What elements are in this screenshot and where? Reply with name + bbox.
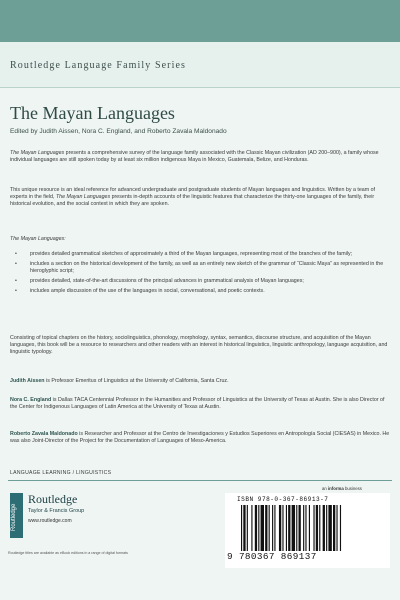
author-bio-text: is Researcher and Professor at the Centro de Investigaciones y Estudios Superiores en Antropología Social (CIESAS) in Mexico. He was also Joint-Director of the Project for the Documentation of Languages of Meso-America. <box>10 431 390 445</box>
bullet-item <box>10 261 390 275</box>
bullet-text: includes a section on the historical development of the family, as well as an entirely new sketch of the grammar of “Classic Maya” as represented in the hieroglyphic script; <box>30 261 384 275</box>
author-name: Judith Aissen <box>10 378 45 384</box>
informa-prefix: an <box>322 486 328 491</box>
ebook-note: Routledge titles are available as eBook editions in a range of digital formats <box>8 551 128 555</box>
bullet-item <box>10 288 390 295</box>
barcode-digits: 9 780367 869137 <box>227 551 317 562</box>
subject-category: LANGUAGE LEARNING / LINGUISTICS <box>10 470 112 476</box>
author-name: Nora C. England <box>10 397 52 403</box>
author-bio-text: is Dallas TACA Centennial Professor in the Humanities and Professor of Linguistics at the University of Texas at Austin. She is also Director of the Center for Indigenous Languages of Latin America at the University of Texas at Austin. <box>10 397 385 411</box>
author-bio <box>10 397 390 411</box>
consisting-paragraph: Consisting of topical chapters on the history, sociolinguistics, phonology, morphology, syntax, semantics, discourse structure, and acquisition of the Mayan languages, this book will be a resource to researchers and other readers with an interest in historical linguistics, linguistic anthropology, language acquisition, and linguistic typology. <box>10 335 388 356</box>
bullet-text: provides detailed grammatical sketches of approximately a third of the Mayan languages, representing most of the branches of the family; <box>30 251 353 257</box>
bullet-text: includes ample discussion of the use of the languages in social, conversational, and poetic contexts. <box>30 288 265 295</box>
informa-business-label <box>322 486 362 491</box>
bullet-icon: • <box>15 288 17 295</box>
logo-mark-text: Routledge <box>11 503 17 531</box>
feature-bullet-list <box>10 251 390 298</box>
features-subhead: The Mayan Languages: <box>10 236 66 242</box>
top-color-band <box>0 0 400 42</box>
resource-paragraph <box>10 187 390 208</box>
bullet-text: provides detailed, state-of-the-art discussions of the principal advances in grammatical analysis of Mayan languages; <box>30 278 304 285</box>
bullet-icon: • <box>15 261 17 268</box>
author-bio <box>10 378 390 385</box>
author-bio-text: is Professor Emeritus of Linguistics at the University of California, Santa Cruz. <box>44 378 229 384</box>
publisher-logo <box>10 492 120 542</box>
book-title: The Mayan Languages <box>10 103 175 123</box>
resource-text-before: This unique resource is an ideal reference for advanced undergraduate and postgraduate students of Mayan languages and linguistics. Written by a team of experts in the field, <box>10 187 376 201</box>
publisher-name: Routledge <box>28 492 78 506</box>
intro-paragraph <box>10 150 390 164</box>
bullet-icon: • <box>15 278 17 285</box>
intro-title-italic: The Mayan Languages <box>10 150 65 156</box>
series-title: Routledge Language Family Series <box>10 60 187 71</box>
intro-text: presents a comprehensive survey of the language family associated with the Classic Mayan civilization (AD 200–900), a family whose individual languages are still spoken today by at least six million indigenous Maya in Mexico, Guatemala, Belize, and Honduras. <box>10 150 379 164</box>
author-name: Roberto Zavala Maldonado <box>10 431 78 437</box>
publisher-url: www.routledge.com <box>28 518 72 524</box>
bullet-item <box>10 278 390 285</box>
barcode-icon <box>241 505 373 551</box>
divider-line <box>8 480 392 481</box>
bullet-item <box>10 251 390 258</box>
author-bio <box>10 431 390 445</box>
informa-suffix: business <box>343 486 362 491</box>
resource-title-italic: The Mayan Languages <box>55 194 111 201</box>
bullet-icon: • <box>15 251 17 257</box>
editors-line: Edited by Judith Aissen, Nora C. England, and Roberto Zavala Maldonado <box>10 128 227 135</box>
resource-text-after: presents in-depth accounts of the linguistic features that characterize the thirty-one languages of the family, their historical evolution, and the social context in which they are spoken. <box>10 194 375 208</box>
isbn-label: ISBN 978-0-367-86913-7 <box>237 496 329 503</box>
barcode-box <box>225 493 390 568</box>
routledge-logo-icon <box>10 493 23 538</box>
publisher-group: Taylor & Francis Group <box>28 508 85 514</box>
informa-name: informa <box>327 486 344 491</box>
